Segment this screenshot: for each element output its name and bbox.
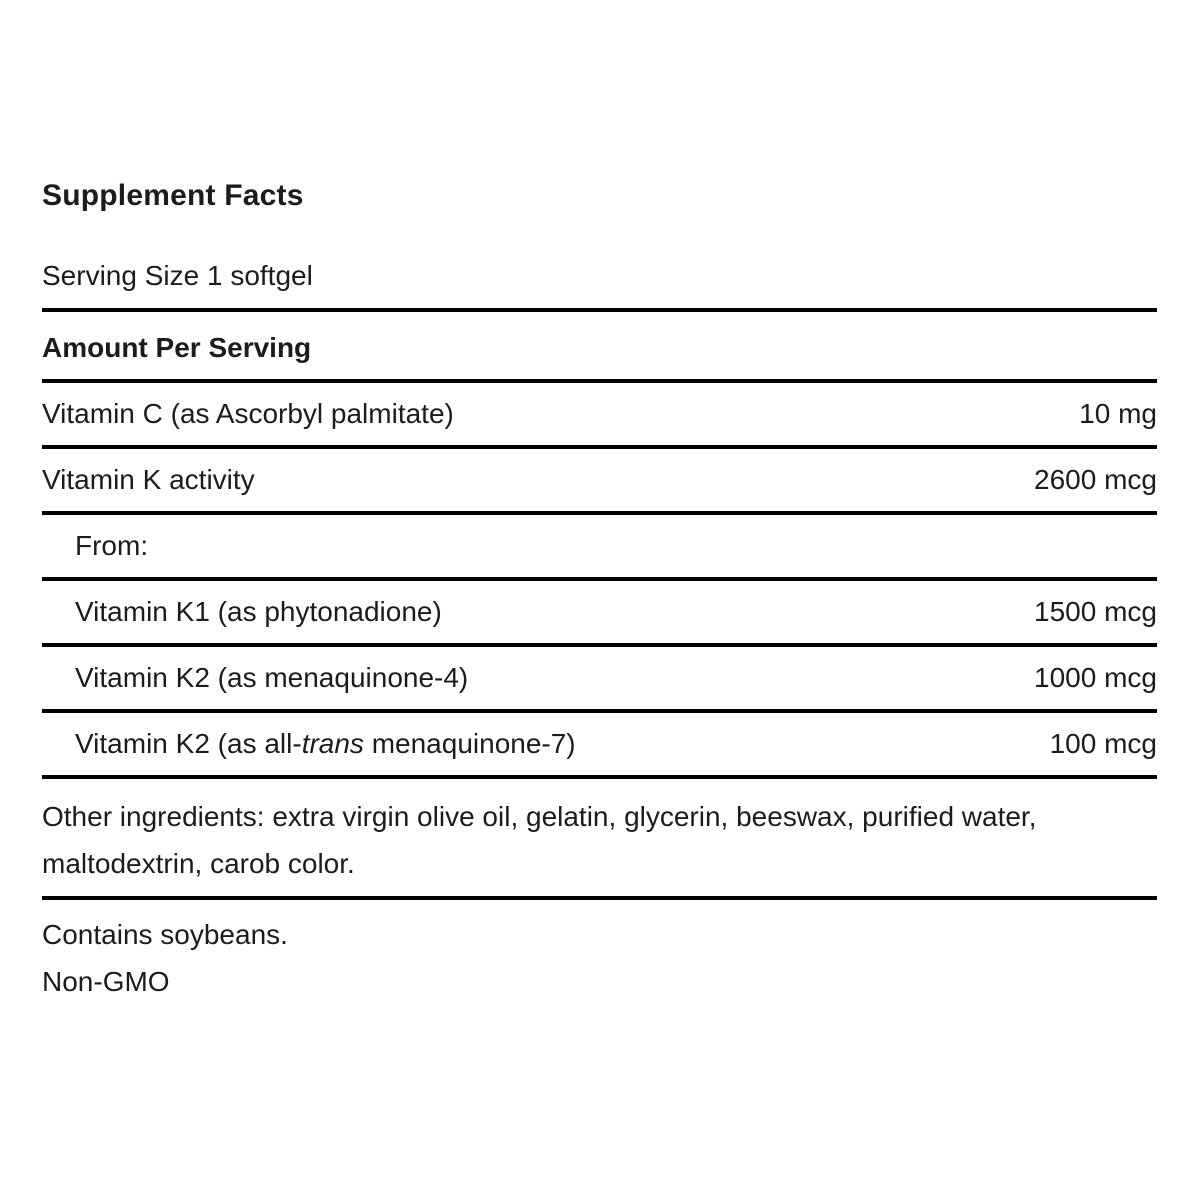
table-row	[42, 581, 1157, 647]
table-row	[42, 713, 1157, 779]
nutrient-amount: 1000 mcg	[1034, 662, 1157, 693]
nutrient-name: Vitamin C (as Ascorbyl palmitate)	[42, 398, 454, 429]
nutrient-amount: 10 mg	[1079, 398, 1157, 429]
nutrient-amount: 100 mcg	[1049, 728, 1157, 759]
serving-size: Serving Size 1 softgel	[42, 260, 313, 291]
nutrient-name: Vitamin K1 (as phytonadione)	[75, 596, 442, 627]
divider	[42, 308, 1157, 312]
divider	[42, 896, 1157, 900]
nutrient-name: Vitamin K2 (as menaquinone-4)	[75, 662, 469, 693]
table-row	[42, 647, 1157, 713]
page-title: Supplement Facts	[42, 179, 304, 212]
non-gmo-statement: Non-GMO	[42, 966, 170, 997]
allergen-statement: Contains soybeans.	[42, 919, 288, 950]
nutrient-name: From:	[75, 530, 149, 561]
footnotes	[42, 911, 1157, 1005]
nutrient-amount: 1500 mcg	[1034, 596, 1157, 627]
table-row	[42, 383, 1157, 449]
table-row	[42, 449, 1157, 515]
nutrient-amount: 2600 mcg	[1034, 464, 1157, 495]
nutrient-rows	[42, 383, 1157, 779]
nutrient-name: Vitamin K2 (as all-trans menaquinone-7)	[75, 728, 576, 759]
other-ingredients: Other ingredients: extra virgin olive oil, gelatin, glycerin, beeswax, purified water, maltodextrin, carob color.	[42, 801, 1037, 879]
nutrient-name: Vitamin K activity	[42, 464, 255, 495]
amount-per-serving-header: Amount Per Serving	[42, 332, 312, 363]
table-row	[42, 515, 1157, 581]
